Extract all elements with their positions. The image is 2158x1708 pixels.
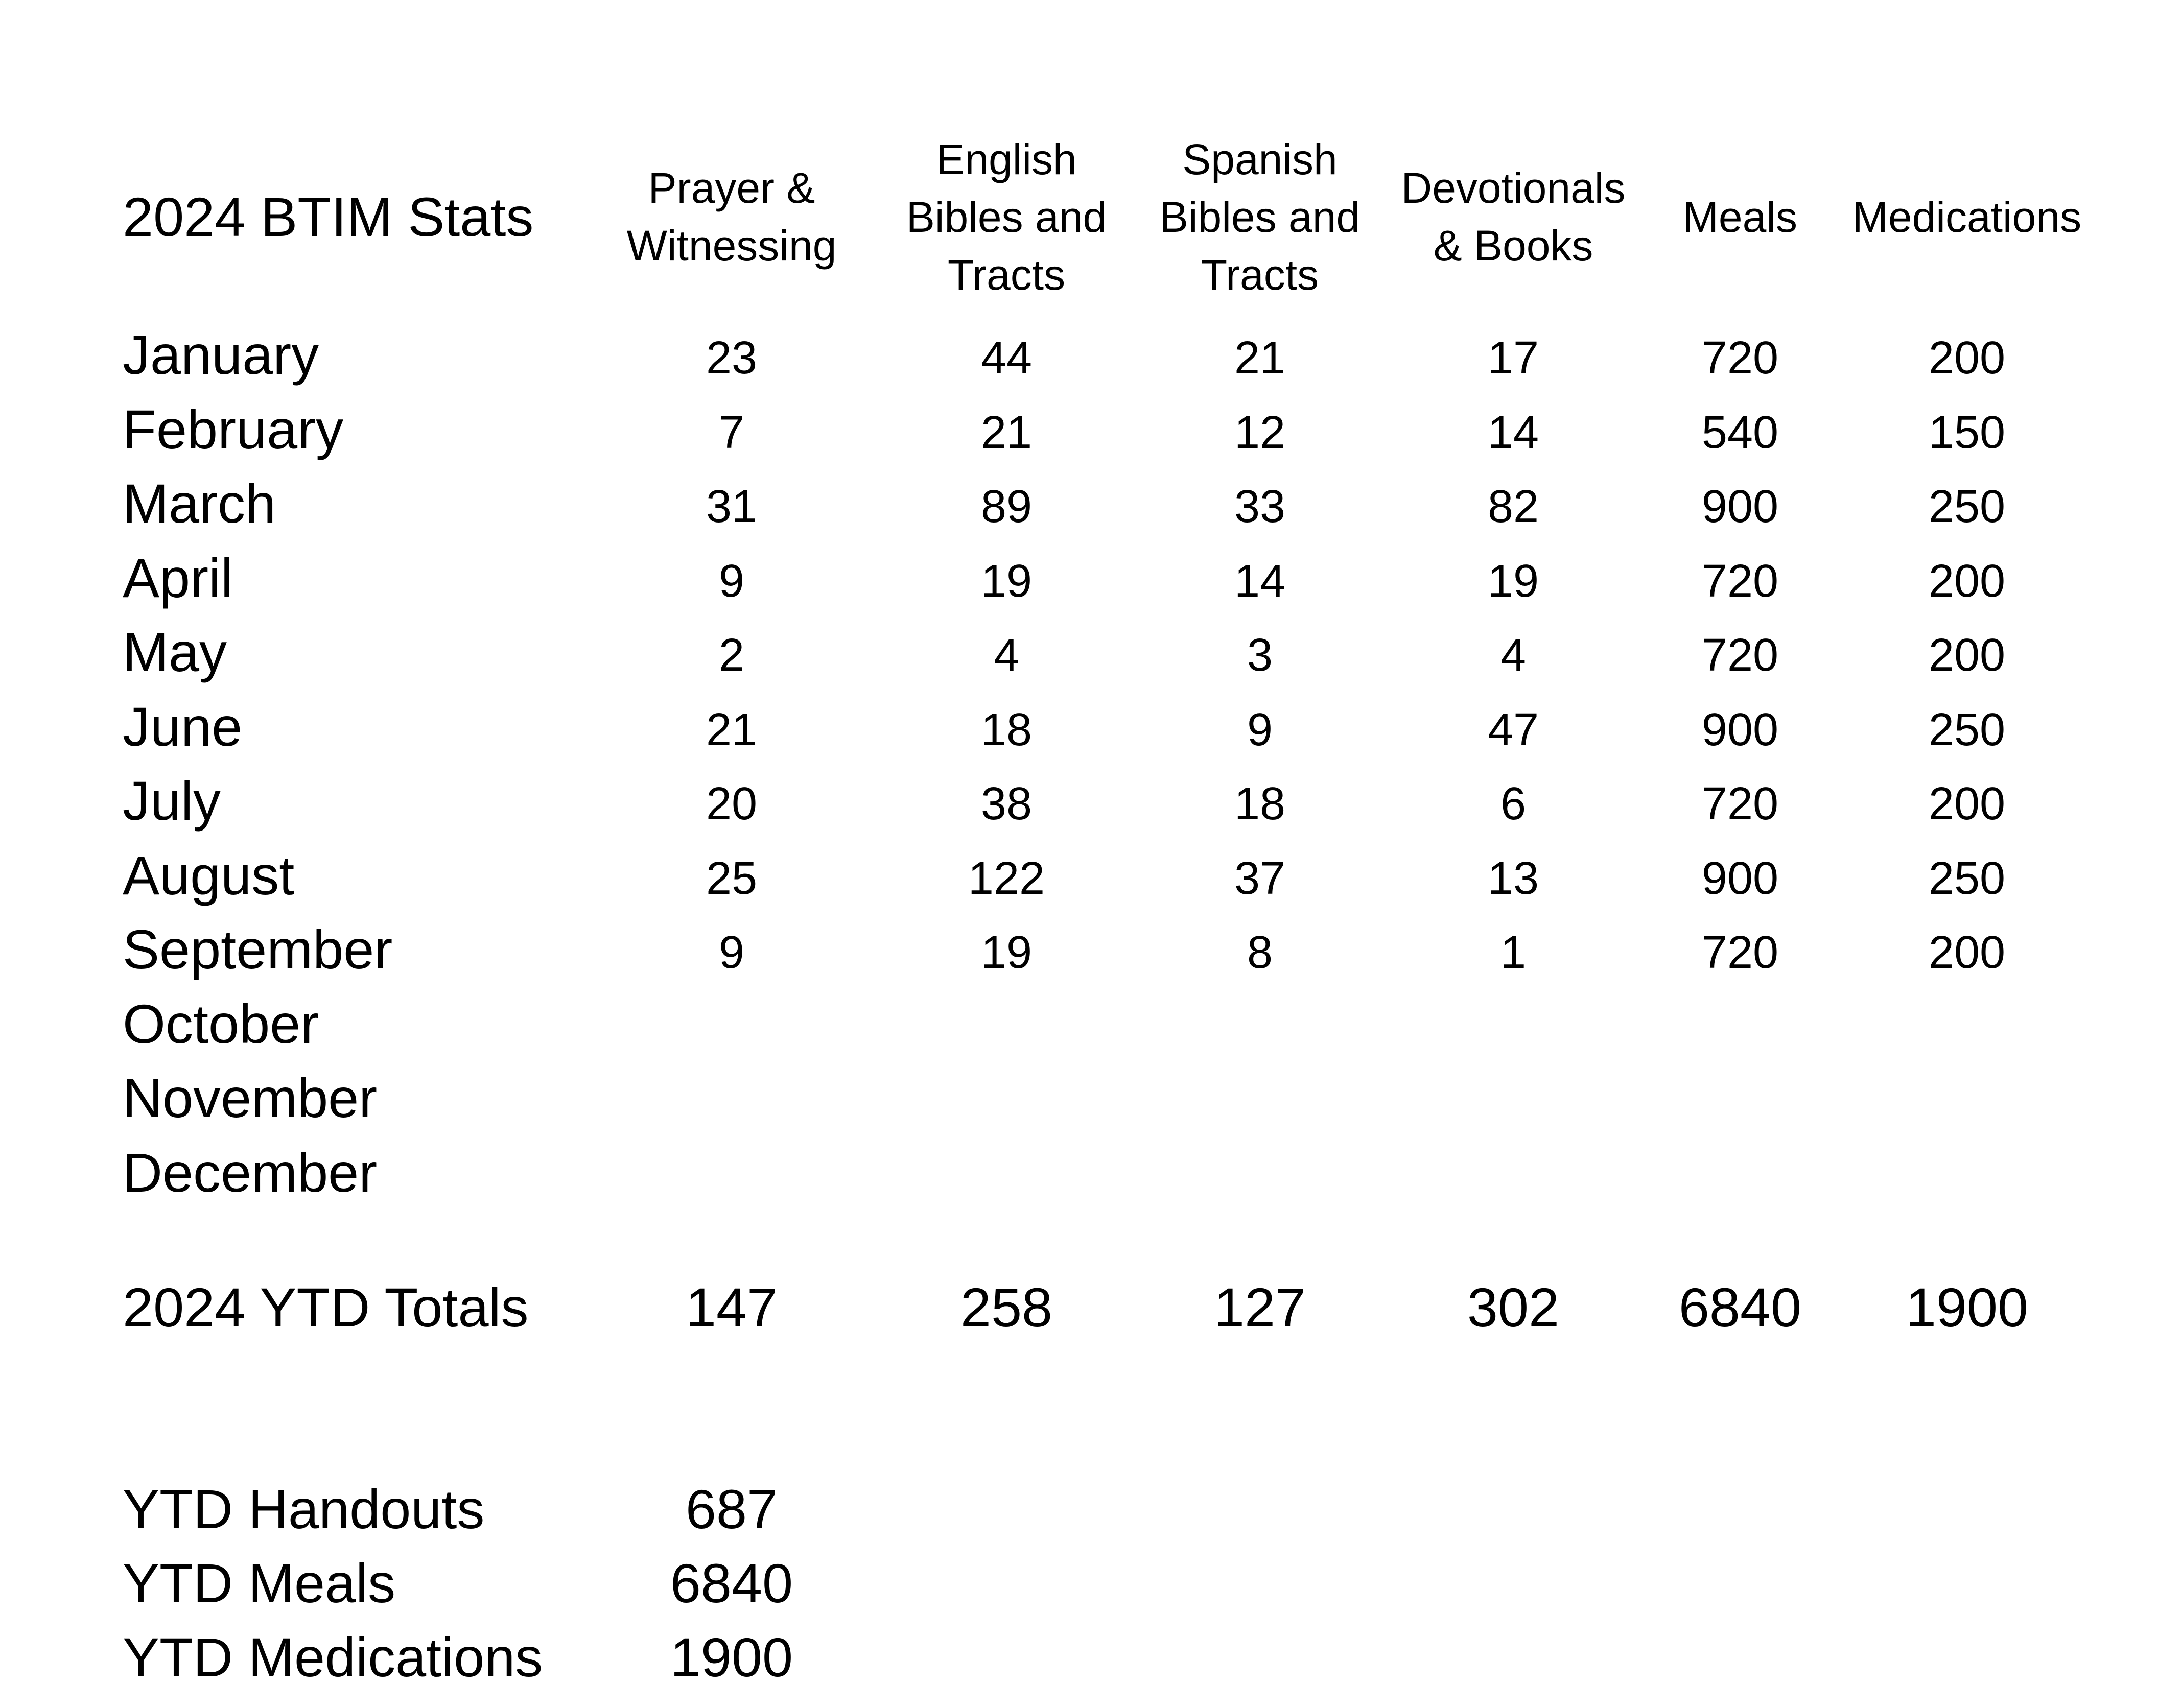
table-cell: 44	[980, 333, 1033, 384]
month-label: July	[123, 770, 221, 832]
column-header-line: Medications	[1852, 193, 2082, 241]
totals-label: 2024 YTD Totals	[123, 1276, 529, 1338]
table-cell: 21	[1234, 333, 1286, 384]
table-cell: 19	[980, 555, 1033, 607]
table-cell: 89	[980, 481, 1033, 532]
table-cell: 4	[1500, 630, 1527, 681]
table-cell: 20	[706, 778, 758, 829]
table-cell: 7	[718, 407, 745, 458]
summary-value: 1900	[670, 1626, 793, 1688]
table-cell: 900	[1701, 481, 1779, 532]
table-cell: 8	[1247, 927, 1273, 978]
table-cell: 33	[1234, 481, 1286, 532]
table-cell: 4	[993, 630, 1020, 681]
column-header	[627, 159, 837, 275]
table-cell: 900	[1701, 704, 1779, 755]
table-cell: 19	[1487, 555, 1539, 607]
table-cell: 2	[718, 630, 745, 681]
table-cell: 250	[1928, 704, 2006, 755]
summary-label: YTD Meals	[123, 1552, 396, 1614]
month-label: January	[123, 324, 319, 386]
table-cell: 18	[1234, 778, 1286, 829]
column-header-line: Witnessing	[626, 222, 837, 270]
table-cell: 720	[1701, 778, 1779, 829]
column-header	[1401, 159, 1626, 275]
month-label: February	[123, 398, 344, 460]
table-cell: 47	[1487, 704, 1539, 755]
month-label: December	[123, 1141, 378, 1203]
summary-label: YTD Handouts	[123, 1478, 485, 1540]
table-cell: 150	[1928, 407, 2006, 458]
table-cell: 720	[1701, 555, 1779, 607]
month-label: September	[123, 918, 393, 980]
column-header	[1160, 131, 1360, 304]
table-cell: 18	[980, 704, 1033, 755]
column-header	[1852, 188, 2081, 246]
column-header-line: Tracts	[947, 250, 1066, 299]
table-cell: 14	[1487, 407, 1539, 458]
table-cell: 720	[1701, 333, 1779, 384]
month-label: June	[123, 695, 243, 757]
table-cell: 720	[1701, 927, 1779, 978]
table-cell: 31	[706, 481, 758, 532]
column-header-line: Tracts	[1201, 250, 1319, 299]
table-cell: 200	[1928, 927, 2006, 978]
totals-cell: 302	[1467, 1276, 1560, 1338]
totals-cell: 258	[960, 1276, 1053, 1338]
table-cell: 17	[1487, 333, 1539, 384]
table-cell: 12	[1234, 407, 1286, 458]
table-cell: 9	[1247, 704, 1273, 755]
totals-cell: 147	[685, 1276, 778, 1338]
column-header	[1683, 188, 1797, 246]
column-header-line: English	[936, 135, 1077, 183]
summary-value: 687	[685, 1478, 778, 1540]
table-cell: 38	[980, 778, 1033, 829]
table-cell: 200	[1928, 778, 2006, 829]
table-cell: 6	[1500, 778, 1527, 829]
table-cell: 37	[1234, 852, 1286, 904]
table-cell: 19	[980, 927, 1033, 978]
column-header-line: Devotionals	[1401, 164, 1626, 212]
table-cell: 13	[1487, 852, 1539, 904]
table-cell: 720	[1701, 630, 1779, 681]
month-label: October	[123, 992, 319, 1055]
column-header-line: Spanish	[1182, 135, 1338, 183]
table-cell: 250	[1928, 852, 2006, 904]
table-cell: 900	[1701, 852, 1779, 904]
table-cell: 122	[968, 852, 1045, 904]
table-cell: 23	[706, 333, 758, 384]
table-cell: 3	[1247, 630, 1273, 681]
month-label: March	[123, 472, 276, 534]
totals-cell: 127	[1213, 1276, 1306, 1338]
summary-label: YTD Medications	[123, 1626, 543, 1688]
totals-cell: 1900	[1905, 1276, 2029, 1338]
summary-value: 6840	[670, 1552, 793, 1614]
table-cell: 14	[1234, 555, 1286, 607]
table-cell: 540	[1701, 407, 1779, 458]
column-header-line: Bibles and	[1159, 193, 1361, 241]
page-title: 2024 BTIM Stats	[123, 186, 534, 248]
column-header	[906, 131, 1107, 304]
table-cell: 9	[718, 555, 745, 607]
table-cell: 9	[718, 927, 745, 978]
column-header-line: Bibles and	[906, 193, 1107, 241]
table-cell: 250	[1928, 481, 2006, 532]
month-label: May	[123, 621, 227, 683]
month-label: November	[123, 1067, 378, 1129]
month-label: April	[123, 547, 233, 609]
table-cell: 200	[1928, 333, 2006, 384]
table-cell: 25	[706, 852, 758, 904]
table-cell: 1	[1500, 927, 1527, 978]
table-cell: 21	[980, 407, 1033, 458]
table-cell: 200	[1928, 630, 2006, 681]
column-header-line: Prayer &	[648, 164, 815, 212]
totals-cell: 6840	[1678, 1276, 1802, 1338]
table-cell: 200	[1928, 555, 2006, 607]
table-cell: 82	[1487, 481, 1539, 532]
month-label: August	[123, 844, 295, 906]
column-header-line: Meals	[1682, 193, 1798, 241]
table-cell: 21	[706, 704, 758, 755]
column-header-line: & Books	[1433, 222, 1593, 270]
